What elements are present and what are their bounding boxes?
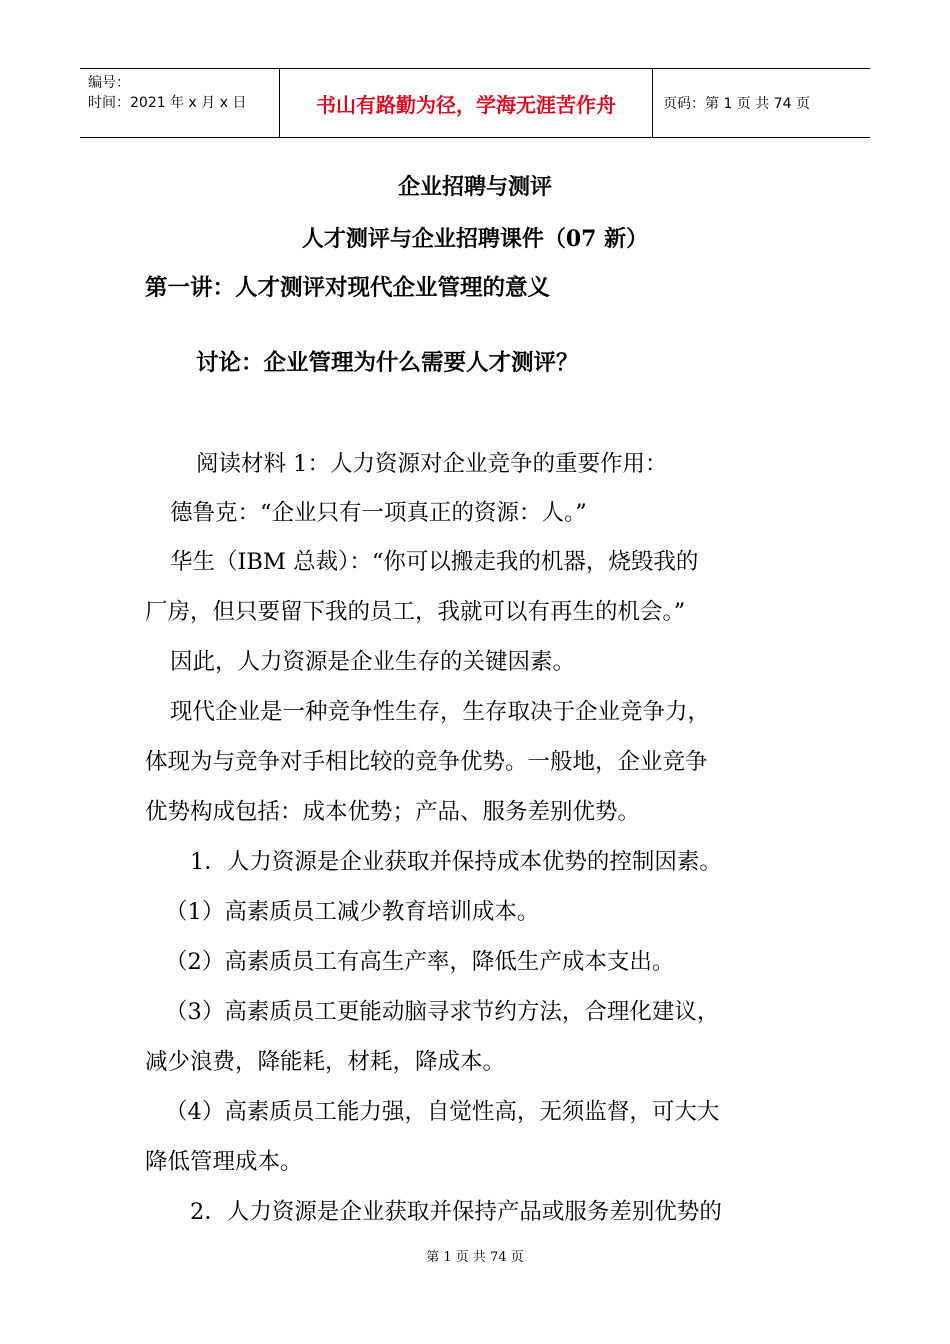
header-meta — [80, 69, 280, 137]
document-subtitle: 人才测评与企业招聘课件（07 新） — [301, 226, 649, 252]
body-line: 优势构成包括：成本优势；产品、服务差别优势。 — [145, 799, 641, 825]
header-page-info: 页码：第 1 页 共 74 页 — [663, 96, 810, 112]
page-footer: 第 1 页 共 74 页 — [426, 1250, 524, 1265]
body-line: （4）高素质员工能力强，自觉性高，无须监督，可大大 — [165, 1099, 720, 1125]
body-line: 1．人力资源是企业获取并保持成本优势的控制因素。 — [190, 849, 722, 875]
body-line: 华生（IBM 总裁）：“你可以搬走我的机器，烧毁我的 — [170, 549, 699, 575]
document-title: 企业招聘与测评 — [397, 174, 552, 200]
body-line: 体现为与竞争对手相比较的竞争优势。一般地，企业竞争 — [145, 749, 708, 775]
body-line: 降低管理成本。 — [145, 1149, 303, 1175]
body-line: 2．人力资源是企业获取并保持产品或服务差别优势的 — [190, 1199, 722, 1225]
body-line: 减少浪费，降能耗，材耗，降成本。 — [145, 1049, 506, 1075]
header-table — [80, 68, 870, 138]
body-line: （3）高素质员工更能动脑寻求节约方法，合理化建议， — [165, 999, 720, 1025]
body-line: （2）高素质员工有高生产率，降低生产成本支出。 — [165, 949, 675, 975]
body-line: 德鲁克：“企业只有一项真正的资源：人。” — [170, 500, 587, 526]
body-line: 现代企业是一种竞争性生存，生存取决于企业竞争力， — [170, 699, 711, 725]
lecture-heading: 第一讲：人才测评对现代企业管理的意义 — [145, 275, 551, 301]
body-line: （1）高素质员工减少教育培训成本。 — [165, 899, 540, 925]
number-label: 编号： — [88, 75, 130, 91]
header-motto: 书山有路勤为径，学海无涯苦作舟 — [280, 69, 653, 137]
discussion-heading: 讨论：企业管理为什么需要人才测评？ — [196, 350, 579, 376]
time-label: 时间：2021 年 x 月 x 日 — [88, 95, 247, 111]
body-line: 阅读材料 1：人力资源对企业竞争的重要作用： — [196, 451, 668, 477]
body-line: 因此，人力资源是企业生存的关键因素。 — [170, 649, 576, 675]
body-line: 厂房，但只要留下我的员工，我就可以有再生的机会。” — [145, 599, 686, 625]
